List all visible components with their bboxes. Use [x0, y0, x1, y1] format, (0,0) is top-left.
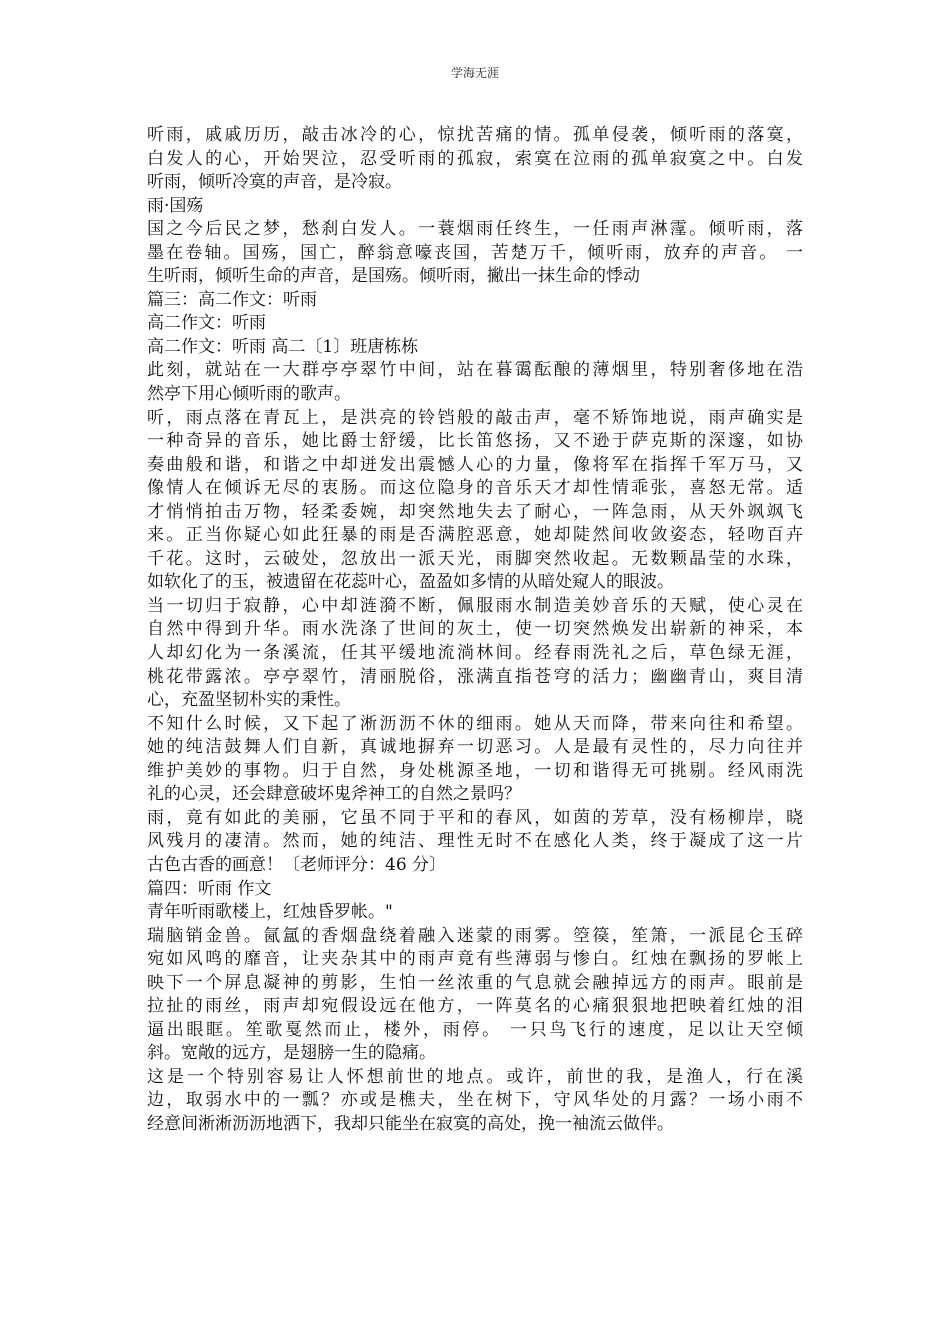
text-line: 奏曲般和谐，和谐之中却迸发出震憾人心的力量，像将军在指挥千军万马，又 — [147, 454, 803, 475]
text-line: 人却幻化为一条溪流，任其平缓地流淌林间。经春雨洗礼之后，草色绿无涯， — [147, 643, 803, 664]
text-line: 来。正当你疑心如此狂暴的雨是否满腔恶意，她却陡然间收敛姿态，轻吻百卉 — [147, 525, 803, 546]
text-line: 维护美妙的事物。归于自然，身处桃源圣地，一切和谐得无可挑剔。经风雨洗 — [147, 760, 803, 781]
text-line: 听雨，戚戚历历，敲击冰冷的心，惊扰苦痛的情。孤单侵袭，倾听雨的落寞， — [147, 125, 803, 145]
text-line: 当一切归于寂静，心中却涟漪不断，佩服雨水制造美妙音乐的天赋，使心灵在 — [147, 595, 803, 616]
text-line: 风残月的凄清。然而，她的纯洁、理性无时不在感化人类，终于凝成了这一片 — [147, 831, 803, 852]
text-line: 逼出眼眶。笙歌戛然而止，楼外，雨停。 一只鸟飞行的速度，足以让天空倾 — [147, 1019, 803, 1040]
text-line: 经意间淅淅沥沥地洒下，我却只能坐在寂寞的高处，挽一袖流云做伴。 — [147, 1113, 674, 1134]
text-line: 然亭下用心倾听雨的歌声。 — [147, 384, 351, 405]
document-body — [147, 124, 803, 1137]
text-line: 心，充盈坚韧朴实的秉性。 — [147, 690, 351, 711]
text-line: 她的纯洁鼓舞人们自新，真诚地摒弃一切恶习。人是最有灵性的，尽力向往并 — [147, 737, 803, 758]
text-line: 映下一个屏息凝神的剪影，生怕一丝浓重的气息就会融掉远方的雨声。眼前是 — [147, 972, 803, 993]
text-line: 桃花带露浓。亭亭翠竹，清丽脱俗，涨满直指苍穹的活力；幽幽青山，爽目清 — [147, 666, 803, 687]
text-line: 高二作文：听雨 高二〔1〕班唐栋栋 — [147, 336, 419, 357]
text-line: 斜。宽敞的远方，是翅膀一生的隐痛。 — [147, 1043, 436, 1064]
text-line: 这是一个特别容易让人怀想前世的地点。或许，前世的我，是渔人，行在溪 — [147, 1066, 803, 1087]
text-line: 墨在卷轴。国殇，国亡，醉翁意嚎丧国，苦楚万千，倾听雨，放弃的声音。 一 — [147, 242, 803, 263]
text-line: 宛如风鸣的靡音，让夹杂其中的雨声竟有些薄弱与惨白。红烛在飘扬的罗帐上 — [147, 949, 803, 970]
text-line: 不知什么时候，又下起了淅沥沥不休的细雨。她从天而降，带来向往和希望。 — [147, 713, 803, 734]
text-line: 自然中得到升华。雨水洗涤了世间的灰土，使一切突然焕发出崭新的神采，本 — [147, 619, 803, 640]
text-line: 青年听雨歌楼上，红烛昏罗帐。" — [147, 902, 393, 923]
text-line: 听，雨点落在青瓦上，是洪亮的铃铛般的敲击声，毫不矫饰地说，雨声确实是 — [147, 407, 803, 428]
text-line: 听雨，倾听冷寞的声音，是冷寂。 — [147, 172, 402, 193]
text-line: 国之今后民之梦，愁刹白发人。一蓑烟雨任终生，一任雨声淋霪。倾听雨，落 — [147, 219, 803, 240]
text-line: 如软化了的玉，被遗留在花蕊叶心，盈盈如多情的从暗处窥人的眼波。 — [147, 572, 674, 593]
text-line: 白发人的心，开始哭泣，忍受听雨的孤寂，索寞在泣雨的孤单寂寞之中。白发 — [147, 148, 803, 169]
text-line: 一种奇异的音乐，她比爵士舒缓，比长笛悠扬，又不逊于萨克斯的深邃，如协 — [147, 431, 803, 452]
text-line: 边，取弱水中的一瓢？亦或是樵夫，坐在树下，守风华处的月露？一场小雨不 — [147, 1090, 803, 1111]
text-line: 篇三：高二作文：听雨 — [147, 289, 317, 310]
text-line: 瑞脑销金兽。氤氲的香烟盘绕着融入迷蒙的雨雾。箜篌，笙箫，一派昆仑玉碎 — [147, 925, 803, 946]
text-line: 礼的心灵，还会肆意破坏鬼斧神工的自然之景吗？ — [147, 784, 521, 805]
text-line: 像情人在倾诉无尽的衷肠。而这位隐身的音乐天才却性情乖张，喜怒无常。适 — [147, 478, 803, 499]
text-line: 才悄悄拍击万物，轻柔委婉，却突然地失去了耐心，一阵急雨，从天外飒飒飞 — [147, 501, 803, 522]
text-line: 此刻，就站在一大群亭亭翠竹中间，站在暮霭酝酿的薄烟里，特别奢侈地在浩 — [147, 360, 803, 381]
page-header: 学海无涯 — [450, 66, 499, 80]
text-line: 雨·国殇 — [147, 195, 204, 216]
text-line: 高二作文：听雨 — [147, 313, 266, 334]
text-line: 雨，竟有如此的美丽，它虽不同于平和的春风，如茵的芳草，没有杨柳岸，晓 — [147, 807, 803, 828]
text-line: 古色古香的画意！〔老师评分：46 分〕 — [147, 854, 447, 875]
text-line: 篇四：听雨 作文 — [147, 878, 272, 899]
text-line: 拉扯的雨丝，雨声却宛假设远在他方，一阵莫名的心痛狠狠地把映着红烛的泪 — [147, 996, 803, 1017]
text-line: 千花。这时，云破处，忽放出一派天光，雨脚突然收起。无数颗晶莹的水珠， — [147, 548, 803, 569]
text-line: 生听雨，倾听生命的声音，是国殇。倾听雨，撇出一抹生命的悸动 — [147, 266, 640, 287]
